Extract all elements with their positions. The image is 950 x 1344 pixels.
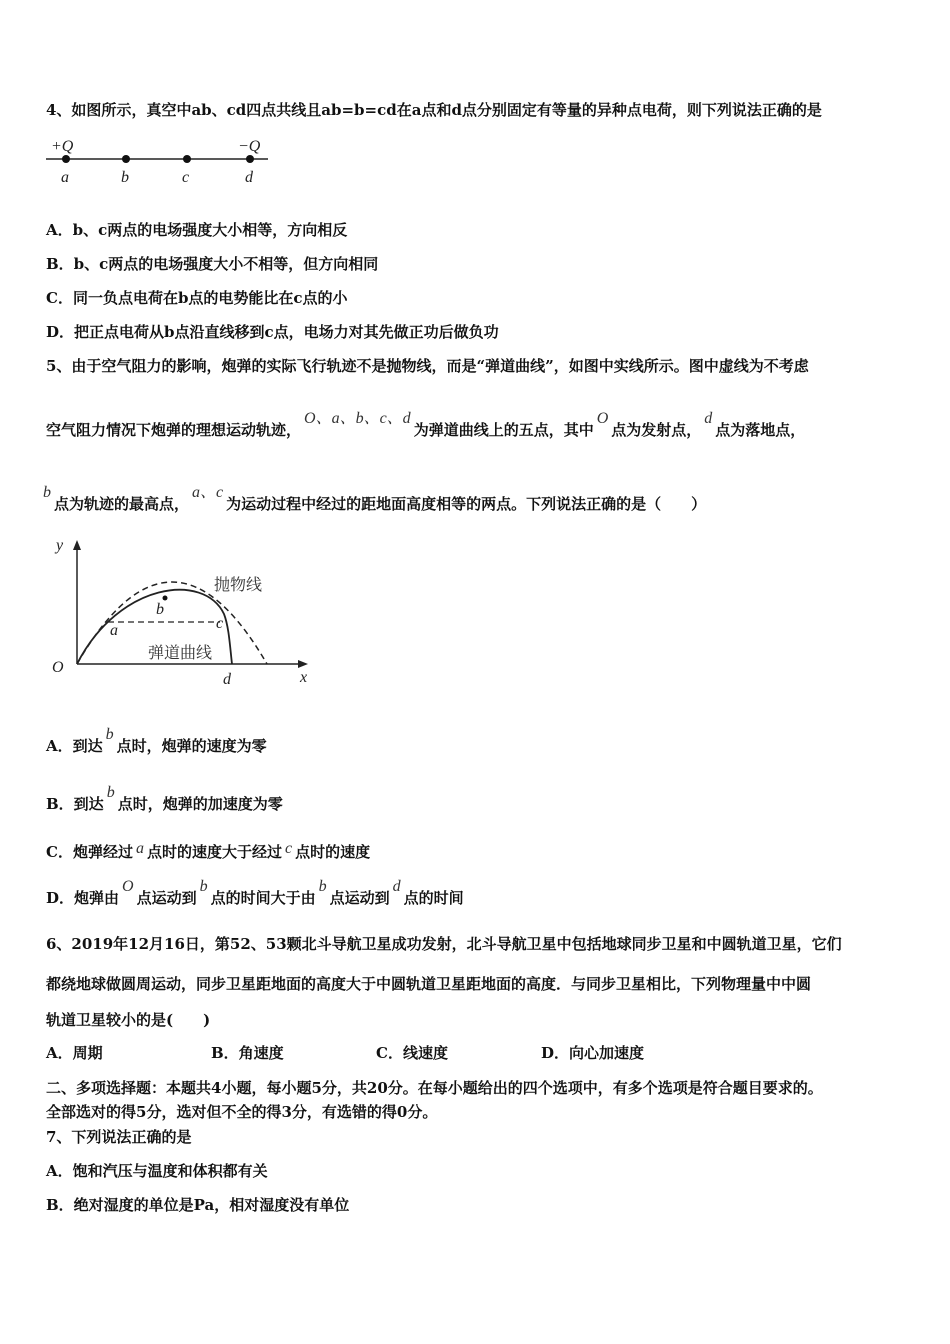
q6-line2: 都绕地球做圆周运动，同步卫星距地面的高度大于中圆轨道卫星距地面的高度．与同步卫星相比，下列物理量中中圆 bbox=[46, 975, 812, 993]
q6-line3: 轨道卫星较小的是( ) bbox=[46, 1011, 211, 1029]
q7-option-a: A．饱和汽压与温度和体积都有关 bbox=[46, 1162, 268, 1180]
point-d bbox=[246, 155, 254, 163]
q4-option-a: A．b、c两点的电场强度大小相等，方向相反 bbox=[46, 221, 348, 239]
q4-option-d: D．把正点电荷从b点沿直线移到c点，电场力对其先做正功后做负功 bbox=[46, 323, 499, 341]
label-d: d bbox=[245, 169, 253, 186]
parabola-label: 抛物线 bbox=[214, 575, 263, 594]
point-b-label: b bbox=[156, 601, 164, 618]
point-c bbox=[183, 155, 191, 163]
y-axis-label: y bbox=[56, 537, 64, 554]
point-a-label: a bbox=[110, 622, 118, 639]
point-b-marker bbox=[163, 596, 168, 601]
q5-line1: 5、由于空气阻力的影响，炮弹的实际飞行轨迹不是抛物线，而是“弹道曲线”，如图中实线所示。图中虚线为不考虑 bbox=[46, 357, 809, 375]
q5-line3: b点为轨迹的最高点，a、c为运动过程中经过的距地面高度相等的两点。下列说法正确的是（ ） bbox=[43, 484, 707, 513]
y-axis-arrow bbox=[73, 540, 81, 550]
q6-option-b: B．角速度 bbox=[211, 1044, 284, 1062]
q5-option-c: C．炮弹经过 a 点时的速度大于经过 c 点时的速度 bbox=[46, 840, 371, 861]
label-a: a bbox=[61, 169, 69, 186]
label-c: c bbox=[182, 169, 190, 186]
q6-option-c: C．线速度 bbox=[376, 1044, 448, 1062]
section2-line2: 全部选对的得5分，选对但不全的得3分，有选错的得0分。 bbox=[46, 1103, 438, 1121]
point-c-label: c bbox=[216, 615, 224, 632]
label-b: b bbox=[121, 169, 129, 186]
q6-line1: 6、2019年12月16日，第52、53颗北斗导航卫星成功发射，北斗导航卫星中包括地球同步卫星和中圆轨道卫星，它们 bbox=[46, 935, 842, 953]
q4-option-c: C．同一负点电荷在b点的电势能比在c点的小 bbox=[46, 289, 348, 307]
origin-label: O bbox=[52, 659, 64, 676]
q7-stem: 7、下列说法正确的是 bbox=[46, 1128, 192, 1146]
q4-figure bbox=[40, 134, 280, 190]
ballistic-label: 弹道曲线 bbox=[148, 643, 213, 662]
x-axis-label: x bbox=[300, 669, 308, 686]
x-axis-arrow bbox=[298, 660, 308, 668]
q5-line2: 空气阻力情况下炮弹的理想运动轨迹，O、a、b、c、d为弹道曲线上的五点，其中O点为发射点，d点为落地点， bbox=[46, 410, 806, 439]
q4-stem: 4、如图所示，真空中ab、cd四点共线且ab=b=cd在a点和d点分别固定有等量的异种点电荷，则下列说法正确的是 bbox=[46, 101, 822, 119]
q6-option-d: D．向心加速度 bbox=[541, 1044, 645, 1062]
charge-a-label: +Q bbox=[51, 138, 74, 155]
q5-figure bbox=[44, 532, 324, 692]
q6-option-a: A．周期 bbox=[46, 1044, 103, 1062]
point-b bbox=[122, 155, 130, 163]
charge-d-label: −Q bbox=[238, 138, 261, 155]
q5-option-a: A．到达b点时，炮弹的速度为零 bbox=[46, 726, 267, 755]
q7-option-b: B．绝对湿度的单位是Pa，相对湿度没有单位 bbox=[46, 1196, 350, 1214]
q5-option-d: D．炮弹由O点运动到b点的时间大于由b点运动到d点的时间 bbox=[46, 878, 464, 907]
point-d-label: d bbox=[223, 671, 231, 688]
q5-option-b: B．到达b点时，炮弹的加速度为零 bbox=[46, 784, 283, 813]
section2-line1: 二、多项选择题：本题共4小题，每小题5分，共20分。在每小题给出的四个选项中，有多个选项是符合题目要求的。 bbox=[46, 1079, 823, 1097]
point-a bbox=[62, 155, 70, 163]
q4-option-b: B．b、c两点的电场强度大小不相等，但方向相同 bbox=[46, 255, 379, 273]
